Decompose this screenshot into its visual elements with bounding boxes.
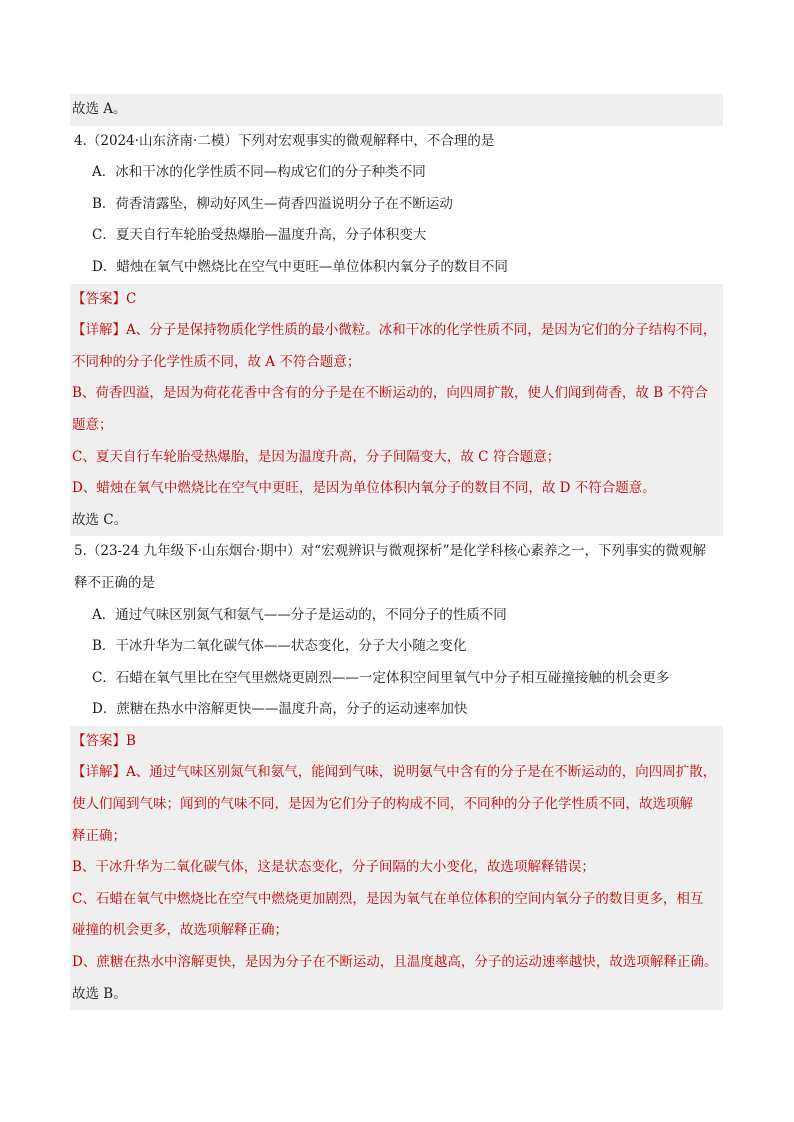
question-4-detail-line: C、夏天自行车轮胎受热爆胎，是因为温度升高，分子间隔变大，故 C 符合题意；	[72, 448, 561, 465]
question-5-detail-line: D、蔗糖在热水中溶解更快，是因为分子在不断运动，且温度越高，分子的运动速率越快，故选项解释正确。	[72, 954, 718, 971]
answer-label: 【答案】	[72, 290, 126, 307]
question-5-answer	[70, 726, 723, 758]
answer-label: 【答案】	[72, 732, 126, 749]
question-5-option-c: C．石蜡在氧气里比在空气里燃烧更剧烈——一定体积空间里氧气中分子相互碰撞接触的机会更多	[92, 669, 670, 686]
question-5-detail-line: B、干冰升华为二氧化碳气体，这是状态变化，分子间隔的大小变化，故选项解释错误；	[72, 859, 595, 876]
question-4-answer	[70, 284, 723, 316]
question-5-conclusion: 故选 B。	[72, 985, 127, 1002]
question-5-detail-line: 碰撞的机会更多，故选项解释正确；	[72, 922, 288, 939]
question-4-option-c: C．夏天自行车轮胎受热爆胎—温度升高，分子体积变大	[92, 227, 427, 244]
question-5-stem: 5.（23-24 九年级下·山东烟台·期中）对“宏观辨识与微观探析”是化学科核心素养之一，下列事实的微观解	[74, 543, 706, 560]
question-4-detail-line: D、蜡烛在氧气中燃烧比在空气中更旺，是因为单位体积内氧分子的数目不同，故 D 不符合题意。	[72, 480, 656, 497]
question-4-option-b: B．荷香清露坠，柳动好风生—荷香四溢说明分子在不断运动	[92, 195, 453, 212]
question-4-detail-line: B、荷香四溢，是因为荷花花香中含有的分子是在不断运动的，向四周扩散，使人们闻到荷香，故 B 不符合	[72, 385, 708, 402]
answer-value: C	[126, 290, 137, 307]
question-4-option-d: D．蜡烛在氧气中燃烧比在空气中更旺—单位体积内氧分子的数目不同	[92, 258, 508, 275]
question-5-stem: 释不正确的是	[74, 574, 155, 591]
previous-conclusion: 故选 A。	[72, 101, 127, 117]
question-5-option-b: B．干冰升华为二氧化碳气体——状态变化，分子大小随之变化	[92, 638, 467, 655]
question-5-option-d: D．蔗糖在热水中溶解更快——温度升高，分子的运动速率加快	[92, 701, 468, 718]
question-5-detail-line: 释正确；	[72, 827, 126, 844]
document-page	[70, 94, 723, 1010]
question-5	[70, 536, 723, 726]
answer-value: B	[126, 732, 136, 749]
question-4-option-a: A．冰和干冰的化学性质不同—构成它们的分子种类不同	[92, 164, 426, 181]
question-5-detail-line: C、石蜡在氧气中燃烧比在空气中燃烧更加剧烈，是因为氧气在单位体积的空间内氧分子的数目更多，相互	[72, 890, 704, 907]
question-5-detail-line: 【详解】A、通过气味区别氮气和氨气，能闻到气味，说明氨气中含有的分子是在不断运动的，向四周扩散，	[72, 764, 717, 781]
question-5-answer-block	[70, 726, 723, 1010]
question-4	[70, 126, 723, 284]
previous-answer-block	[70, 94, 723, 126]
question-4-detail-line: 题意；	[72, 416, 113, 433]
question-4-answer-block	[70, 284, 723, 537]
question-5-detail-line: 使人们闻到气味；闻到的气味不同，是因为它们分子的构成不同，不同种的分子化学性质不同，故选项解	[72, 796, 693, 813]
question-4-conclusion: 故选 C。	[72, 511, 128, 528]
question-5-option-a: A．通过气味区别氮气和氨气——分子是运动的，不同分子的性质不同	[92, 606, 507, 623]
question-4-stem: 4.（2024·山东济南·二模）下列对宏观事实的微观解释中，不合理的是	[74, 132, 495, 149]
question-4-detail-line: 【详解】A、分子是保持物质化学性质的最小微粒。冰和干冰的化学性质不同，是因为它们的分子结构不同，	[72, 322, 717, 339]
question-4-detail-line: 不同种的分子化学性质不同，故 A 不符合题意；	[72, 353, 361, 370]
